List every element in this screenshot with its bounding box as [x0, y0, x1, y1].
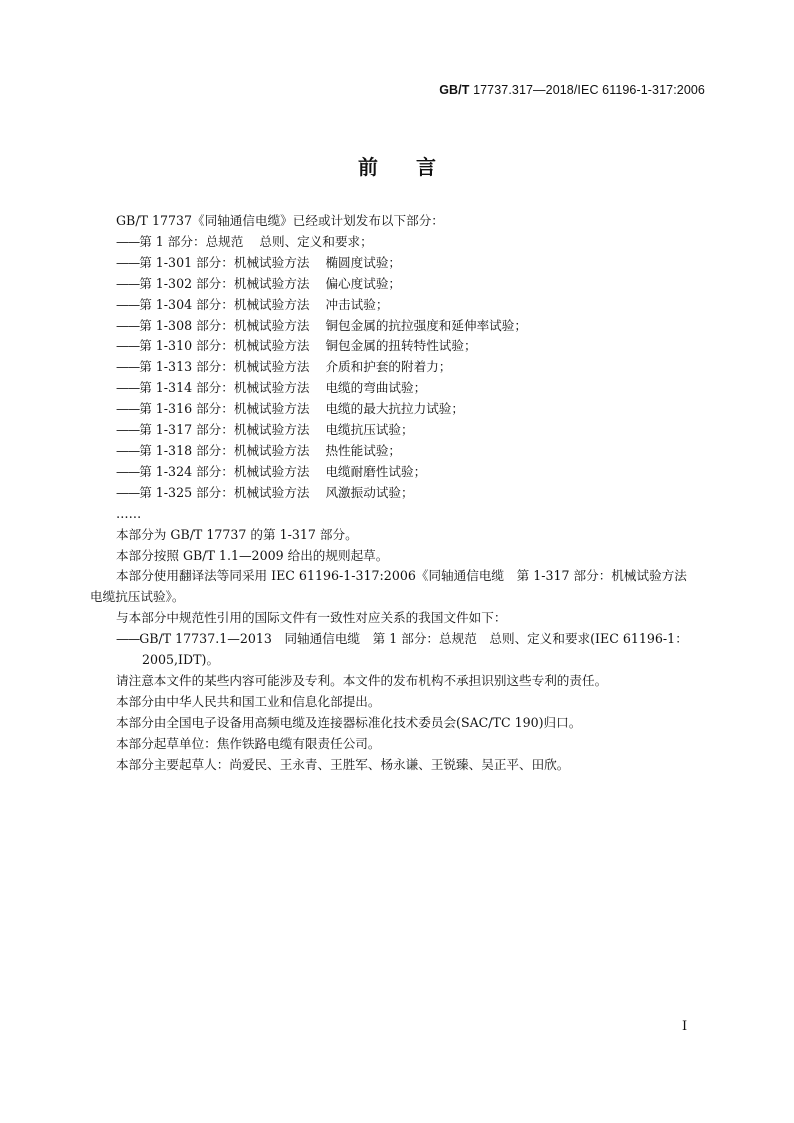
standard-header — [439, 83, 705, 97]
part-description: 铜包金属的抗拉强度和延伸率试验； — [325, 317, 527, 333]
foreword-body — [90, 211, 710, 775]
part-item — [90, 357, 710, 378]
part-item — [90, 253, 710, 274]
part-item — [90, 399, 710, 420]
standard-code-prefix: GB/T — [439, 83, 470, 97]
part-label: 第 1-301 部分：机械试验方法 — [139, 254, 310, 270]
part-label: 第 1-317 部分：机械试验方法 — [139, 422, 310, 438]
list-ellipsis: …… — [116, 505, 142, 521]
standard-number: 17737.317—2018/IEC 61196-1-317:2006 — [473, 83, 705, 97]
item-dash: —— — [116, 484, 140, 500]
correspondence-line-2: 2005,IDT)。 — [142, 652, 220, 668]
part-item — [90, 441, 710, 462]
part-description: 总则、定义和要求； — [259, 233, 373, 249]
item-dash: —— — [116, 442, 140, 458]
item-dash: —— — [116, 631, 140, 647]
item-dash: —— — [116, 380, 140, 396]
part-description: 冲击试验； — [325, 296, 389, 312]
part-label: 第 1-314 部分：机械试验方法 — [139, 380, 310, 396]
item-dash: —— — [116, 463, 140, 479]
part-item — [90, 336, 710, 357]
item-dash: —— — [116, 401, 140, 417]
item-dash: —— — [116, 275, 140, 291]
page-title: 前言 — [358, 155, 474, 179]
part-label: 第 1-325 部分：机械试验方法 — [139, 484, 310, 500]
part-item — [90, 295, 710, 316]
part-item — [90, 378, 710, 399]
item-dash: —— — [116, 296, 140, 312]
part-description: 铜包金属的扭转特性试验； — [325, 338, 477, 354]
correspondence-paragraph: 与本部分中规范性引用的国际文件有一致性对应关系的我国文件如下： — [116, 610, 507, 626]
drafting-rules-paragraph: 本部分按照 GB/T 1.1—2009 给出的规则起草。 — [116, 547, 389, 563]
item-dash: —— — [116, 254, 140, 270]
item-dash: —— — [116, 422, 140, 438]
item-dash: —— — [116, 338, 140, 354]
part-description: 偏心度试验； — [325, 275, 401, 291]
patent-notice-paragraph: 请注意本文件的某些内容可能涉及专利。本文件的发布机构不承担识别这些专利的责任。 — [116, 672, 608, 688]
item-dash: —— — [116, 359, 140, 375]
page-number: I — [682, 1019, 688, 1034]
part-item — [90, 420, 710, 441]
part-description: 风激振动试验； — [325, 484, 414, 500]
item-dash: —— — [116, 317, 140, 333]
part-label: 第 1-316 部分：机械试验方法 — [139, 401, 310, 417]
part-description: 电缆的最大抗拉力试验； — [325, 401, 464, 417]
part-label: 第 1-324 部分：机械试验方法 — [139, 463, 310, 479]
part-item — [90, 483, 710, 504]
part-item — [90, 316, 710, 337]
intro-paragraph: GB/T 17737《同轴通信电缆》已经或计划发布以下部分： — [116, 213, 444, 228]
part-label: 第 1-308 部分：机械试验方法 — [139, 317, 310, 333]
part-label: 第 1-313 部分：机械试验方法 — [139, 359, 310, 375]
part-of-paragraph: 本部分为 GB/T 17737 的第 1-317 部分。 — [116, 526, 358, 542]
part-label: 第 1-302 部分：机械试验方法 — [139, 275, 310, 291]
part-description: 椭圆度试验； — [325, 254, 401, 270]
part-item — [90, 232, 710, 253]
part-item — [90, 274, 710, 295]
part-description: 电缆的弯曲试验； — [325, 380, 427, 396]
part-description: 介质和护套的附着力； — [325, 359, 452, 375]
part-label: 第 1-310 部分：机械试验方法 — [139, 338, 310, 354]
part-label: 第 1-318 部分：机械试验方法 — [139, 442, 310, 458]
correspondence-item — [90, 629, 710, 650]
part-label: 第 1 部分：总规范 — [139, 233, 244, 249]
centralized-by-paragraph: 本部分由全国电子设备用高频电缆及连接器标准化技术委员会(SAC/TC 190)归口。 — [116, 714, 582, 730]
part-item — [90, 462, 710, 483]
parts-list — [90, 232, 710, 504]
correspondence-line-1: GB/T 17737.1—2013 同轴通信电缆 第 1 部分：总规范 总则、定义和要求(IEC 61196-1： — [139, 631, 688, 647]
part-description: 电缆抗压试验； — [325, 422, 414, 438]
drafting-unit-paragraph: 本部分起草单位：焦作铁路电缆有限责任公司。 — [116, 735, 381, 751]
part-label: 第 1-304 部分：机械试验方法 — [139, 296, 310, 312]
translation-paragraph: 本部分使用翻译法等同采用 IEC 61196-1-317:2006《同轴通信电缆 第 1-317 部分：机械试验方法 电缆抗压试验》。 — [90, 568, 700, 605]
part-description: 热性能试验； — [325, 442, 401, 458]
drafters-paragraph: 本部分主要起草人：尚爱民、王永青、王胜军、杨永谦、王锐臻、吴正平、田欣。 — [116, 756, 570, 772]
proposed-by-paragraph: 本部分由中华人民共和国工业和信息化部提出。 — [116, 693, 381, 709]
item-dash: —— — [116, 233, 140, 249]
part-description: 电缆耐磨性试验； — [325, 463, 427, 479]
